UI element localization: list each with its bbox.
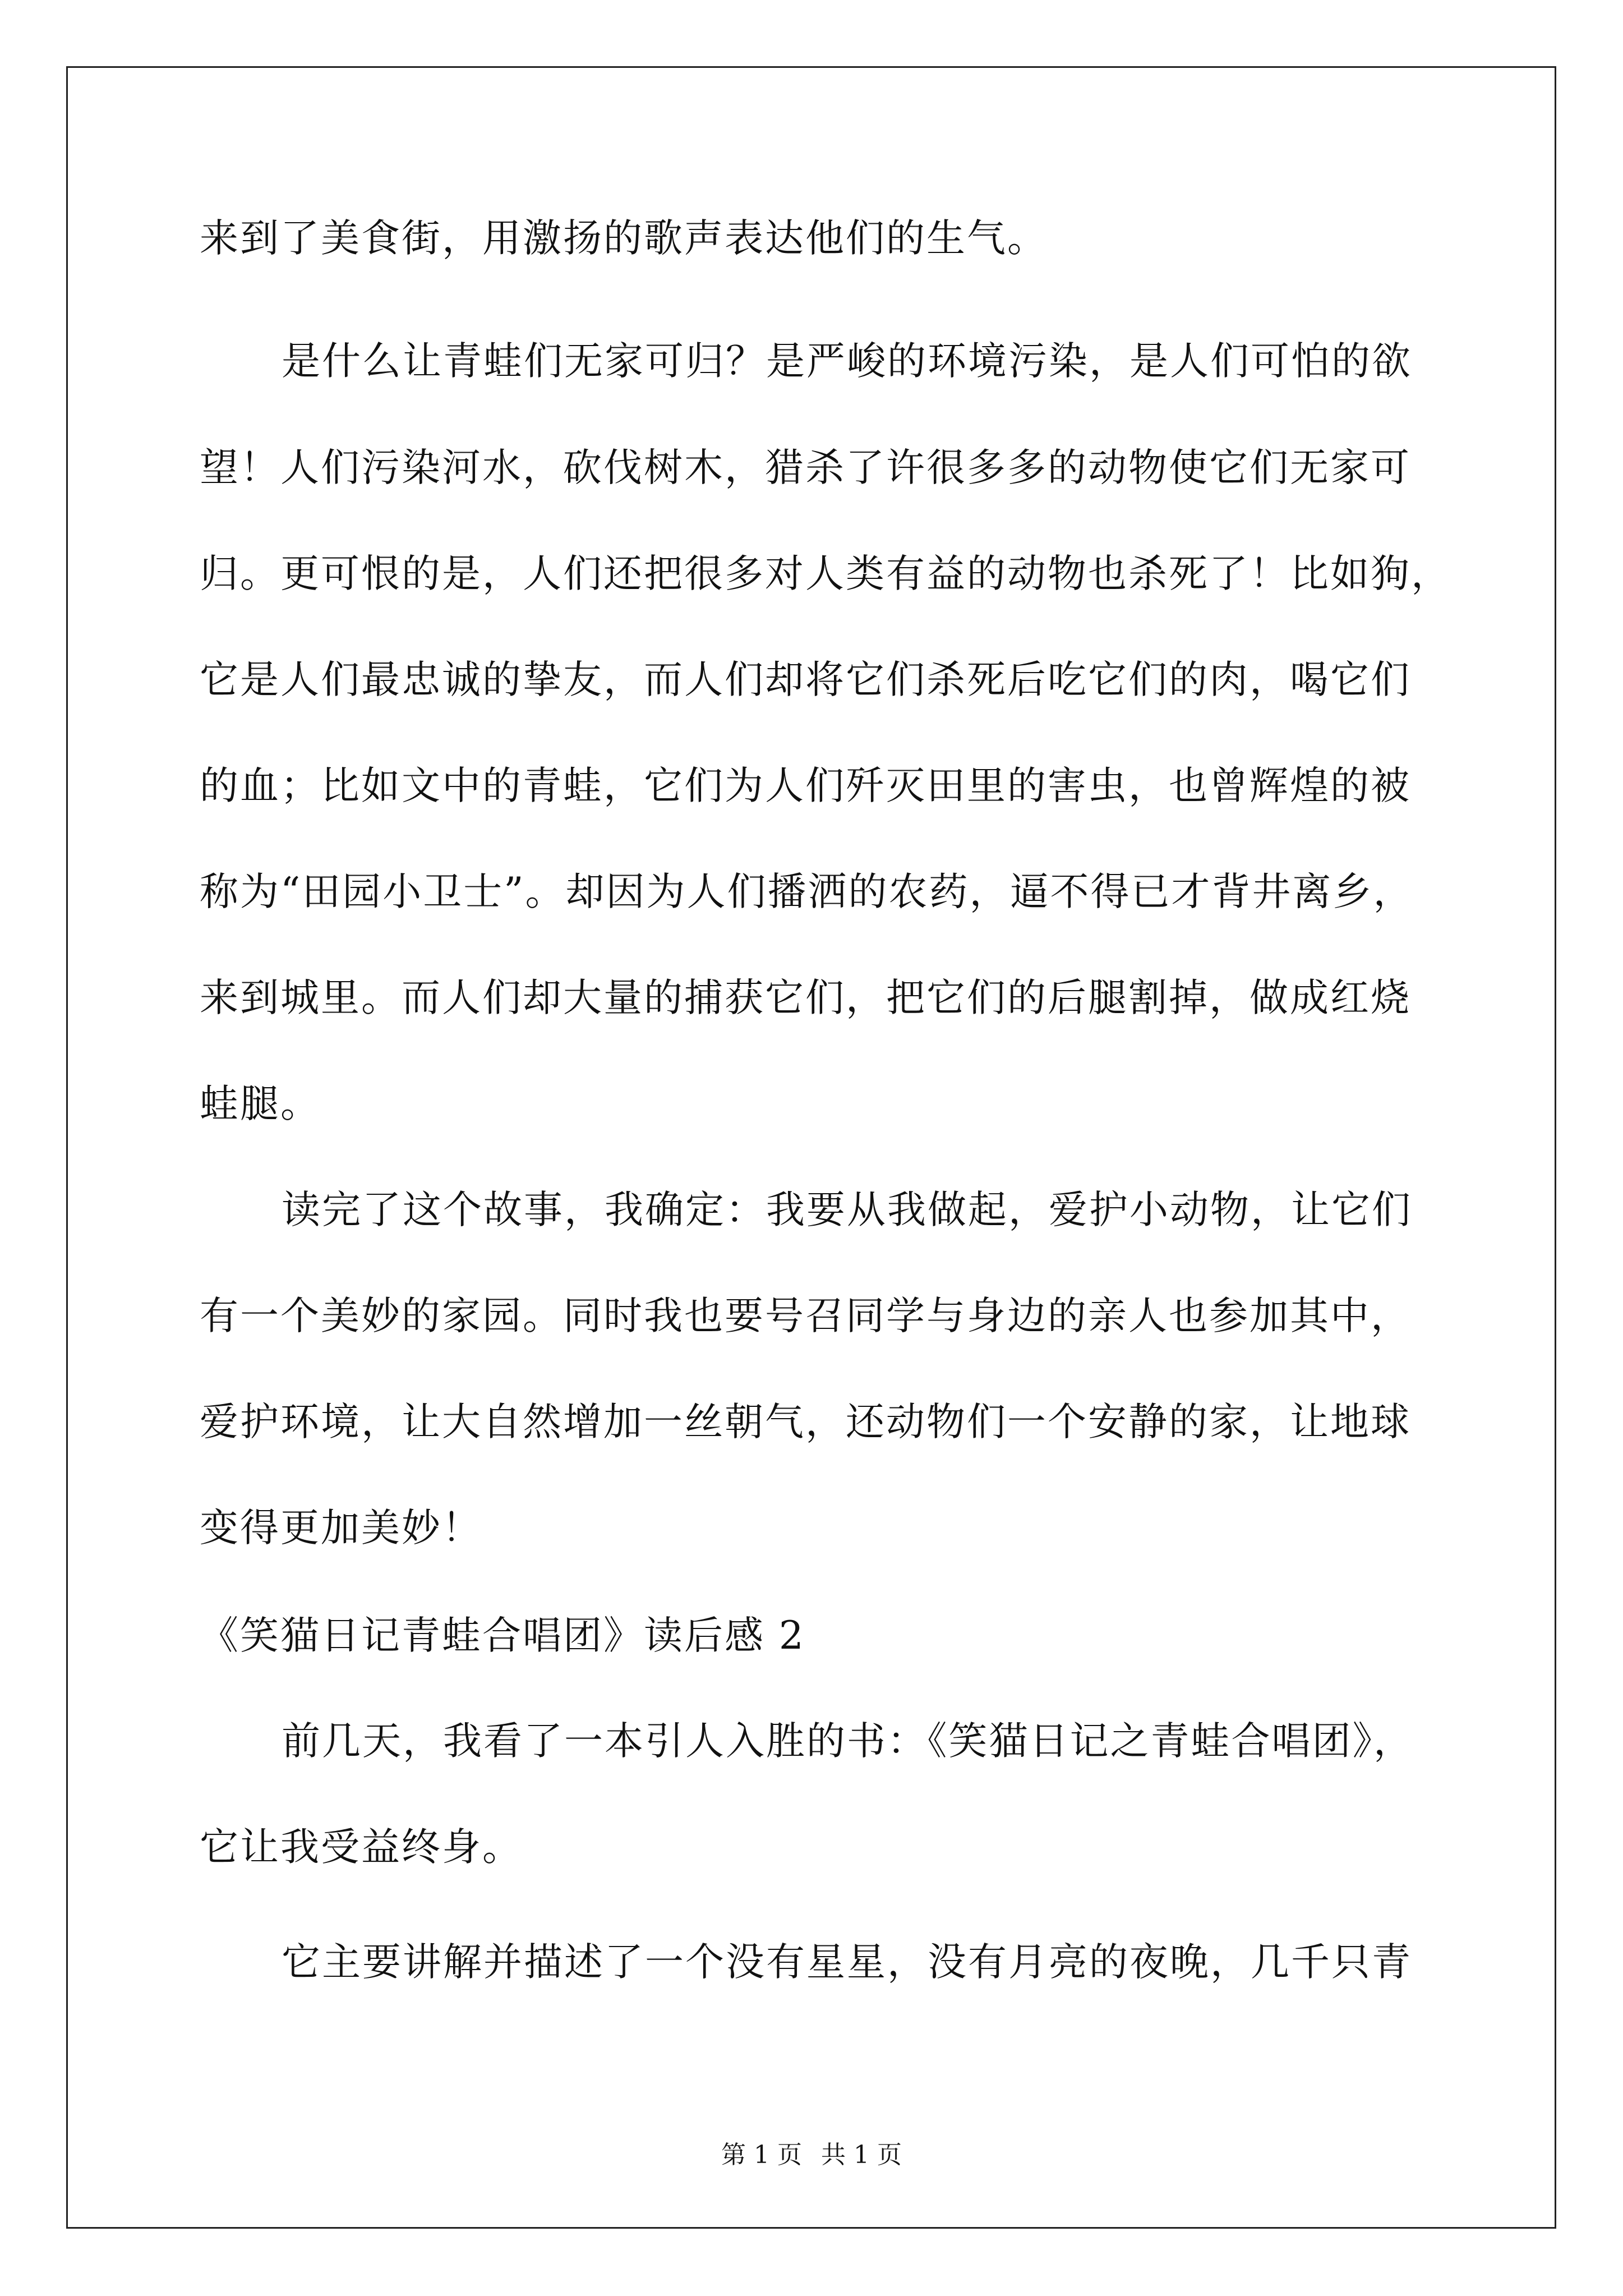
page-footer [0,2138,1623,2172]
paragraph-start-line: 前几天，我看了一本引人入胜的书：《笑猫日记之青蛙合唱团》， [282,1719,1414,1764]
page-number: 第 1 页 [721,2141,802,2169]
text-line: 称为“田园小卫士”。却因为人们播洒的农药，逼不得已才背井离乡， [200,869,1414,914]
section-heading: 《笑猫日记青蛙合唱团》读后感 2 [200,1613,805,1658]
paragraph-start-line: 是什么让青蛙们无家可归？是严峻的环境污染，是人们可怕的欲 [282,339,1412,384]
text-line: 来到了美食街，用激扬的歌声表达他们的生气。 [200,216,1048,261]
page-border [66,66,1556,2229]
text-line: 爱护环境，让大自然增加一丝朝气，还动物们一个安静的家，让地球 [200,1400,1411,1444]
text-line: 它是人们最忠诚的挚友，而人们却将它们杀死后吃它们的肉，喝它们 [200,657,1411,702]
text-line: 的血；比如文中的青蛙，它们为人们歼灭田里的害虫，也曾辉煌的被 [200,763,1411,808]
text-line: 变得更加美妙！ [200,1506,482,1550]
page-total: 共 1 页 [821,2141,902,2169]
text-line: 归。更可恨的是，人们还把很多对人类有益的动物也杀死了！比如狗， [200,551,1451,596]
text-line: 望！人们污染河水，砍伐树木，猎杀了许很多多的动物使它们无家可 [200,445,1411,490]
text-line: 它让我受益终身。 [200,1825,523,1870]
text-line: 来到城里。而人们却大量的捕获它们，把它们的后腿割掉，做成红烧 [200,976,1411,1020]
paragraph-start-line: 读完了这个故事，我确定：我要从我做起，爱护小动物，让它们 [282,1188,1412,1232]
paragraph-start-line: 它主要讲解并描述了一个没有星星，没有月亮的夜晚，几千只青 [282,1940,1412,1985]
text-line: 有一个美妙的家园。同时我也要号召同学与身边的亲人也参加其中， [200,1294,1411,1338]
text-line: 蛙腿。 [200,1082,321,1126]
